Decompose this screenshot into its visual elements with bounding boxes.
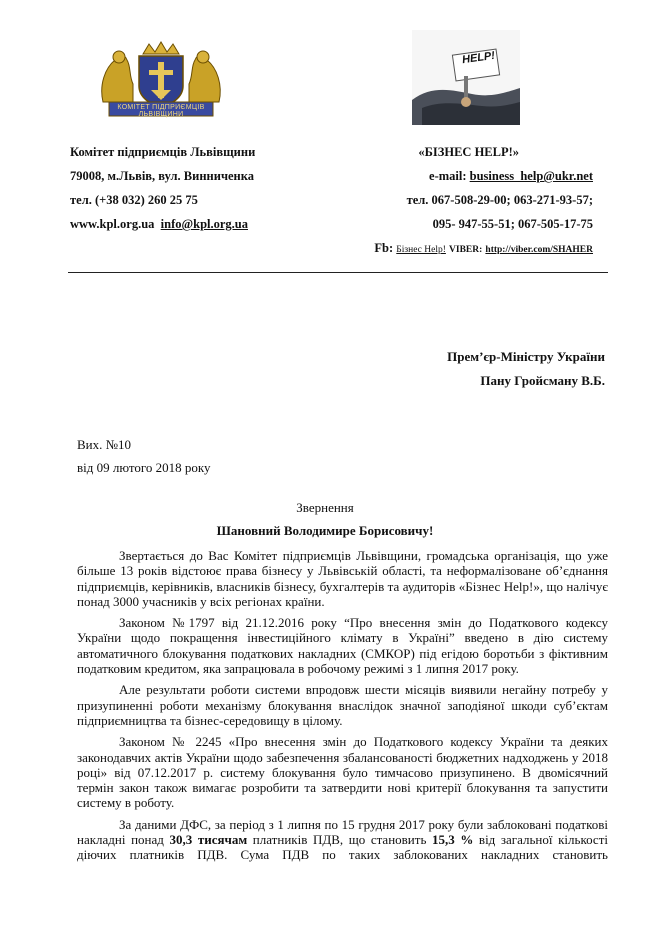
paragraph-5-text-e: від загальної кількості діючих платників ПДВ. Сума ПДВ по таких заблокованих накладних становить	[77, 832, 608, 863]
right-org-phones-1: тел. 067-508-29-00; 063-271-93-57;	[406, 193, 593, 207]
right-org-email[interactable]: business_help@ukr.net	[469, 169, 593, 183]
right-org-name: «БІЗНЕС HELP!»	[418, 145, 520, 159]
blocked-payers-count: 30,3 тисячам	[169, 832, 248, 848]
letter-date: від 09 лютого 2018 року	[77, 460, 211, 475]
kpl-logo	[95, 40, 227, 120]
document-heading: Звернення	[296, 500, 354, 515]
paragraph-1: Звертається до Вас Комітет підприємців Львівщини, громадська організація, що уже більше 13 років відстоює права бізнесу у Львівській області, та неформалізоване об’єднання підприємців, керівників, власників бізнесу, бухгалтерів та аудиторів «Бізнес Help!», що налічує понад 3000 учасників у всіх регіонах країни.	[77, 548, 608, 609]
paragraph-5-text-c: платників ПДВ, що становить	[247, 832, 432, 848]
paragraph-2: Законом №1797 від 21.12.2016 року “Про внесення змін до Податкового кодексу України щодо покращення інвестиційного клімату в Україні” введено в дію систему автоматичного блокування податкових накладних (СМКОР) під егідою боротьби з фіктивним податковим кредитом, яка запрацювала в робочому режимі з 1 липня 2017 року.	[77, 615, 608, 677]
header-divider	[68, 272, 608, 273]
viber-link[interactable]: http://viber.com/SHAHER	[485, 245, 593, 255]
addressee-name: Пану Гройсману В.Б.	[480, 373, 605, 388]
right-org-phones-2: 095- 947-55-51; 067-505-17-75	[432, 217, 593, 231]
kpl-logo-text: КОМІТЕТ ПІДПРИЄМЦІВ ЛЬВІВЩИНИ	[117, 104, 205, 118]
paragraph-3: Але результати роботи системи впродовж шести місяців виявили негайну потребу у призупиненні роботи механізму блокування внаслідок значної заподіяної шкоди суб’єктам підприємництва та бізнес-середовищу в цілому.	[77, 682, 608, 728]
left-org-name: Комітет підприємців Львівщини	[70, 145, 256, 159]
left-org-address: 79008, м.Львів, вул. Винниченка	[70, 169, 255, 183]
fb-link[interactable]: Бізнес Help!	[396, 245, 446, 255]
right-org-header	[374, 140, 593, 262]
addressee-title: Прем’єр-Міністру України	[447, 349, 605, 364]
letter-body	[77, 548, 608, 869]
left-org-header	[70, 140, 255, 236]
addressee-block	[447, 345, 605, 393]
blocked-payers-percent: 15,3 %	[431, 832, 474, 848]
left-org-site[interactable]: www.kpl.org.ua	[70, 217, 155, 231]
paragraph-4: Законом № 2245 «Про внесення змін до Податкового кодексу України та деяких законодавчих актів України щодо забезпечення збалансованості бюджетних надходжень у 2018 році» від 07.12.2017 р. систему блокування було тимчасово призупинено. В двомісячний термін закон також вимагає розробити та затвердити нові критерії блокування та запустити систему в роботу.	[77, 734, 608, 811]
viber-label: VIBER:	[449, 245, 483, 255]
fb-label: Fb:	[374, 241, 394, 255]
left-org-email[interactable]: info@kpl.org.ua	[160, 217, 248, 231]
outgoing-number: Вих. №10	[77, 437, 132, 452]
left-org-phone: тел. (+38 032) 260 25 75	[70, 193, 198, 207]
reference-block	[77, 433, 211, 479]
salutation: Шановний Володимире Борисовичу!	[216, 523, 434, 538]
paragraph-5-text-a: За даними ДФС, за період з 1 липня по 15 грудня 2017 року були заблоковані податкові накладні понад	[77, 816, 608, 848]
right-email-label: e-mail:	[429, 169, 467, 183]
paragraph-5	[77, 817, 608, 863]
business-help-logo	[412, 30, 520, 125]
help-sign-text: HELP!	[461, 49, 496, 67]
